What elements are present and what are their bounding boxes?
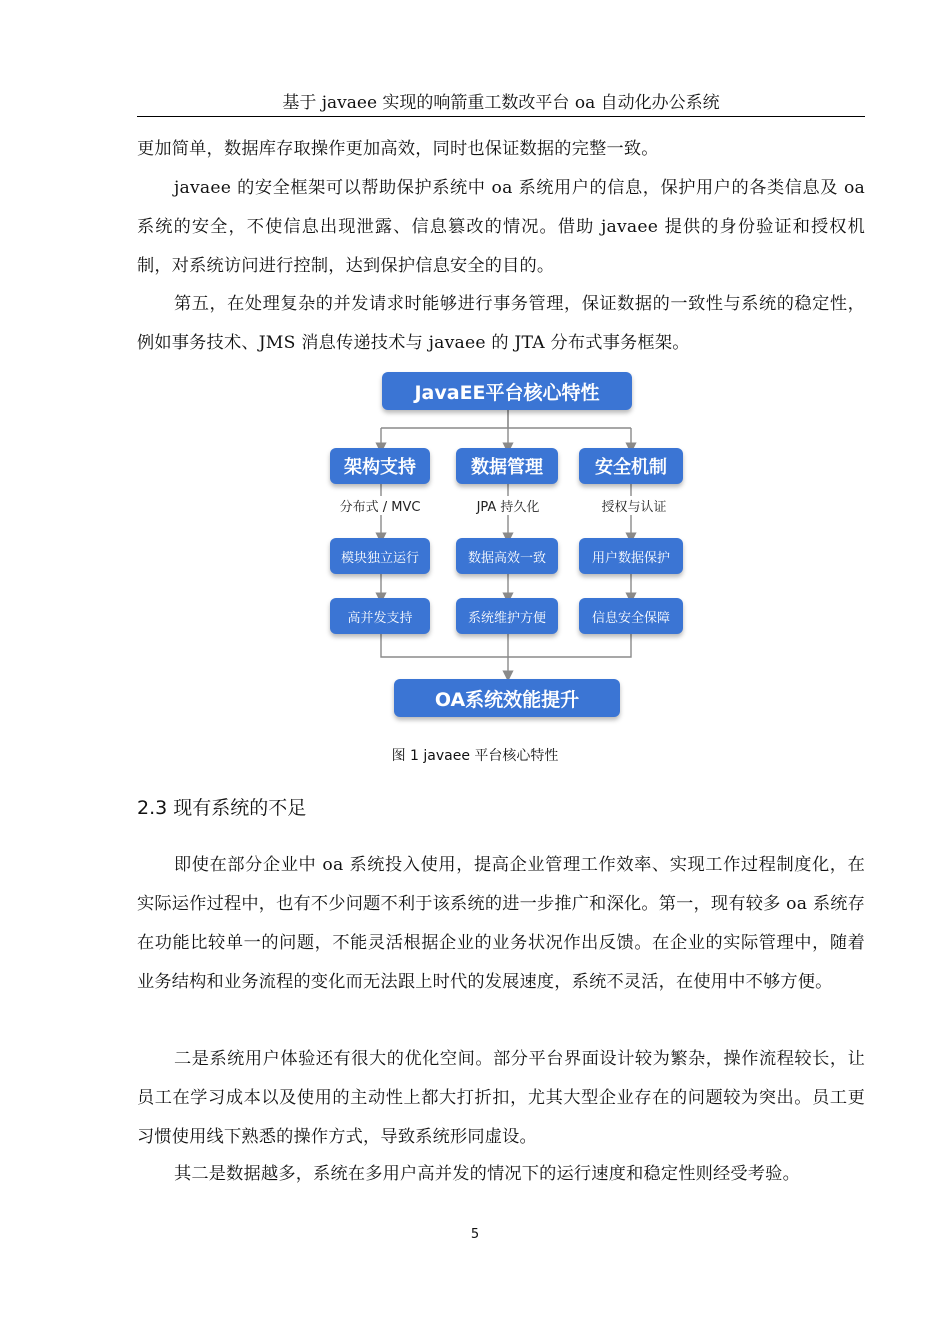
paragraph-1: 更加简单，数据库存取操作更加高效，同时也保证数据的完整一致。 bbox=[137, 139, 659, 159]
diagram-top-box: JavaEE平台核心特性 bbox=[382, 372, 632, 410]
item-box-module-independent: 模块独立运行 bbox=[330, 538, 430, 574]
item-box-user-data-protection: 用户数据保护 bbox=[579, 538, 683, 574]
item-box-easy-maintenance: 系统维护方便 bbox=[456, 598, 558, 634]
column-label-data: JPA 持久化 bbox=[460, 496, 556, 515]
diagram-bottom-box: OA系统效能提升 bbox=[394, 679, 620, 717]
item-box-data-consistent: 数据高效一致 bbox=[456, 538, 558, 574]
paragraph-4: 即使在部分企业中 oa 系统投入使用，提高企业管理工作效率、实现工作过程制度化，在实际运作过程中，也有不少问题不利于该系统的进一步推广和深化。第一，现有较多 oa 系统存在功能比较单一的问题，不能灵活根据企业的业务状况作出反馈。在企业的实际管理中，随着业务结构和业务流程的变化而无法跟上时代的发展速度，系统不灵活，在使用中不够方便。 bbox=[137, 855, 865, 992]
category-box-security: 安全机制 bbox=[579, 448, 683, 484]
paragraph-5: 二是系统用户体验还有很大的优化空间。部分平台界面设计较为繁杂，操作流程较长，让员工在学习成本以及使用的主动性上都大打折扣，尤其大型企业存在的问题较为突出。员工更习惯使用线下熟悉的操作方式，导致系统形同虚设。 bbox=[137, 1049, 865, 1147]
item-box-high-concurrency: 高并发支持 bbox=[330, 598, 430, 634]
section-heading: 2.3 现有系统的不足 bbox=[137, 797, 307, 819]
column-label-architecture: 分布式 / MVC bbox=[330, 496, 430, 515]
javaee-features-diagram bbox=[326, 368, 690, 720]
connector-bottom-bus bbox=[381, 634, 631, 657]
running-header: 基于 javaee 实现的响箭重工数改平台 oa 自动化办公系统 bbox=[137, 92, 865, 117]
item-box-info-security: 信息安全保障 bbox=[579, 598, 683, 634]
paragraph-6: 其二是数据越多，系统在多用户高并发的情况下的运行速度和稳定性则经受考验。 bbox=[174, 1164, 800, 1184]
category-box-data: 数据管理 bbox=[456, 448, 558, 484]
paragraph-3: 第五，在处理复杂的并发请求时能够进行事务管理，保证数据的一致性与系统的稳定性，例如事务技术、JMS 消息传递技术与 javaee 的 JTA 分布式事务框架。 bbox=[137, 294, 865, 353]
paragraph-2: javaee 的安全框架可以帮助保护系统中 oa 系统用户的信息，保护用户的各类信息及 oa 系统的安全，不使信息出现泄露、信息篡改的情况。借助 javaee 提供的身份验证和授权机制，对系统访问进行控制，达到保护信息安全的目的。 bbox=[137, 178, 865, 276]
column-label-security: 授权与认证 bbox=[586, 496, 682, 515]
figure-caption: 图 1 javaee 平台核心特性 bbox=[391, 748, 559, 764]
page-number: 5 bbox=[470, 1227, 480, 1242]
category-box-architecture: 架构支持 bbox=[330, 448, 430, 484]
